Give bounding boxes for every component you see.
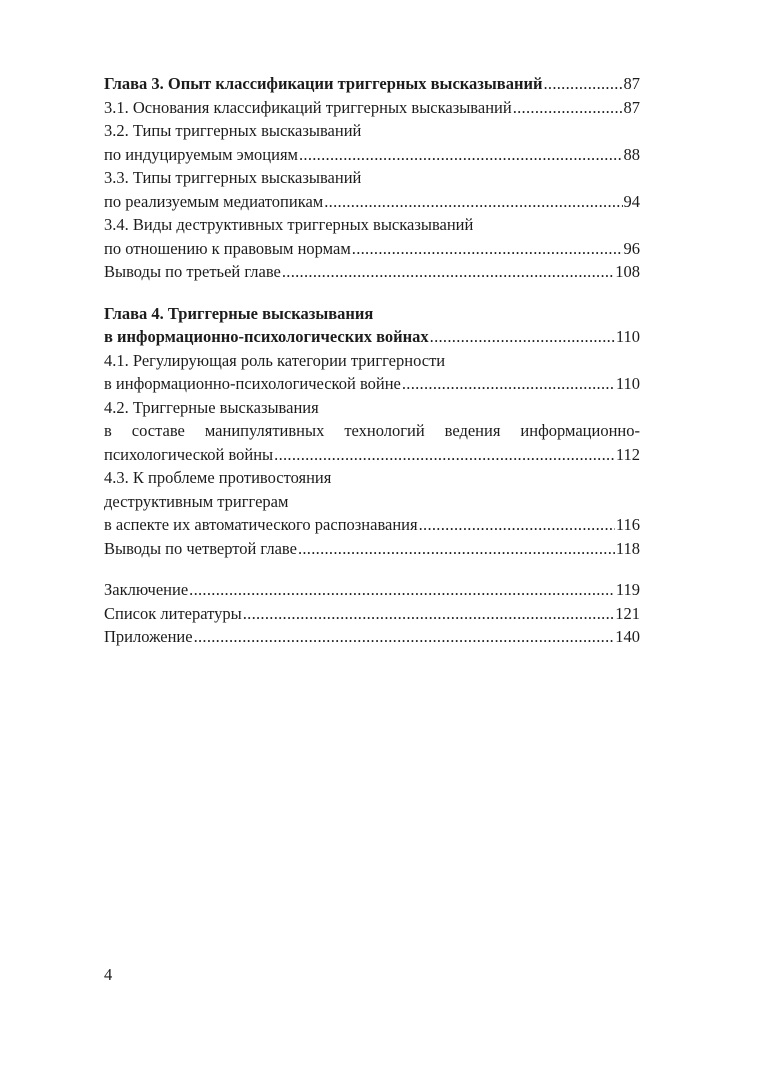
toc-entry-text: Список литературы [104,603,242,623]
dot-leader [189,578,615,602]
toc-entry-text: в составе манипулятивных технологий ведения информационно- [104,421,640,440]
toc-page-number: 116 [615,515,640,534]
toc-page-number: 94 [623,191,640,211]
toc-entry-text: в информационно-психологической войне [104,374,401,393]
toc-entry-line [104,96,640,120]
toc-page-number: 140 [615,627,640,646]
toc-entry[interactable] [104,260,640,284]
toc-entry-line [104,372,640,396]
dot-leader [274,443,615,467]
toc-page-number: 110 [615,327,640,346]
toc-entry-text: 3.2. Типы триггерных высказываний [104,121,362,140]
toc-entry-text: Глава 4. Триггерные высказывания [104,303,374,323]
toc-page-number: 87 [623,97,640,117]
dot-leader [298,537,615,561]
toc-entry-line [104,190,640,214]
toc-page-number: 108 [615,262,640,281]
toc-entry-line [104,537,640,561]
toc-entry-text: в информационно-психологических войнах [104,327,429,346]
toc-entry[interactable] [104,96,640,120]
table-of-contents [104,72,640,649]
dot-leader [352,237,623,261]
toc-entry-line [104,260,640,284]
toc-entry-text: Приложение [104,627,193,646]
toc-entry-line [104,625,640,649]
toc-page-number: 88 [623,144,640,164]
dot-leader [430,325,615,349]
toc-entry-text: психологической войны [104,444,274,464]
toc-page-number: 121 [615,603,640,623]
toc-page-number: 118 [615,538,640,558]
toc-entry-line [104,72,640,96]
toc-entry-text: Выводы по третьей главе [104,262,281,281]
toc-entry-line [104,143,640,167]
toc-chapter-entry[interactable] [104,302,640,349]
toc-page-number: 110 [615,374,640,393]
dot-leader [194,625,615,649]
toc-entry-line [104,602,640,626]
toc-chapter-entry[interactable] [104,72,640,96]
toc-page-number: 119 [615,580,640,599]
toc-entry-text: 4.3. К проблеме противостояния [104,468,332,487]
page-number: 4 [104,965,113,984]
toc-entry-text: 4.1. Регулирующая роль категории триггерности [104,350,446,370]
toc-entry-text: 3.1. Основания классификаций триггерных высказываний [104,97,512,117]
toc-section [104,72,640,284]
toc-entry[interactable] [104,602,640,626]
toc-entry-text: по индуцируемым эмоциям [104,144,298,164]
toc-entry[interactable] [104,396,640,467]
toc-entry-line [104,578,640,602]
toc-entry[interactable] [104,578,640,602]
toc-entry[interactable] [104,625,640,649]
toc-page-number: 87 [623,74,640,93]
dot-leader [282,260,614,284]
toc-entry[interactable] [104,119,640,166]
toc-entry[interactable] [104,213,640,260]
toc-entry-line [104,443,640,467]
toc-entry-text: Заключение [104,580,189,599]
toc-entry-line [104,237,640,261]
toc-entry-text: 3.4. Виды деструктивных триггерных высказываний [104,215,474,234]
toc-entry-text: деструктивным триггерам [104,491,289,511]
dot-leader [299,143,623,167]
toc-entry-text: по реализуемым медиатопикам [104,191,324,211]
dot-leader [402,372,615,396]
toc-entry-text: в аспекте их автоматического распознавания [104,515,418,534]
toc-entry-text: 3.3. Типы триггерных высказываний [104,168,362,187]
toc-section [104,302,640,561]
dot-leader [513,96,623,120]
toc-entry-text: Выводы по четвертой главе [104,538,297,558]
toc-entry-text: Глава 3. Опыт классификации триггерных высказываний [104,74,543,93]
dot-leader [324,190,622,214]
dot-leader [543,72,622,96]
dot-leader [419,513,615,537]
toc-entry[interactable] [104,166,640,213]
toc-section [104,578,640,649]
toc-entry[interactable] [104,466,640,537]
dot-leader [243,602,615,626]
toc-entry-line [104,325,640,349]
toc-page-number: 96 [623,238,640,258]
toc-page-number: 112 [615,444,640,464]
toc-entry-text: 4.2. Триггерные высказывания [104,397,319,417]
toc-entry-line [104,513,640,537]
toc-entry-text: по отношению к правовым нормам [104,238,351,258]
toc-entry[interactable] [104,349,640,396]
toc-entry[interactable] [104,537,640,561]
